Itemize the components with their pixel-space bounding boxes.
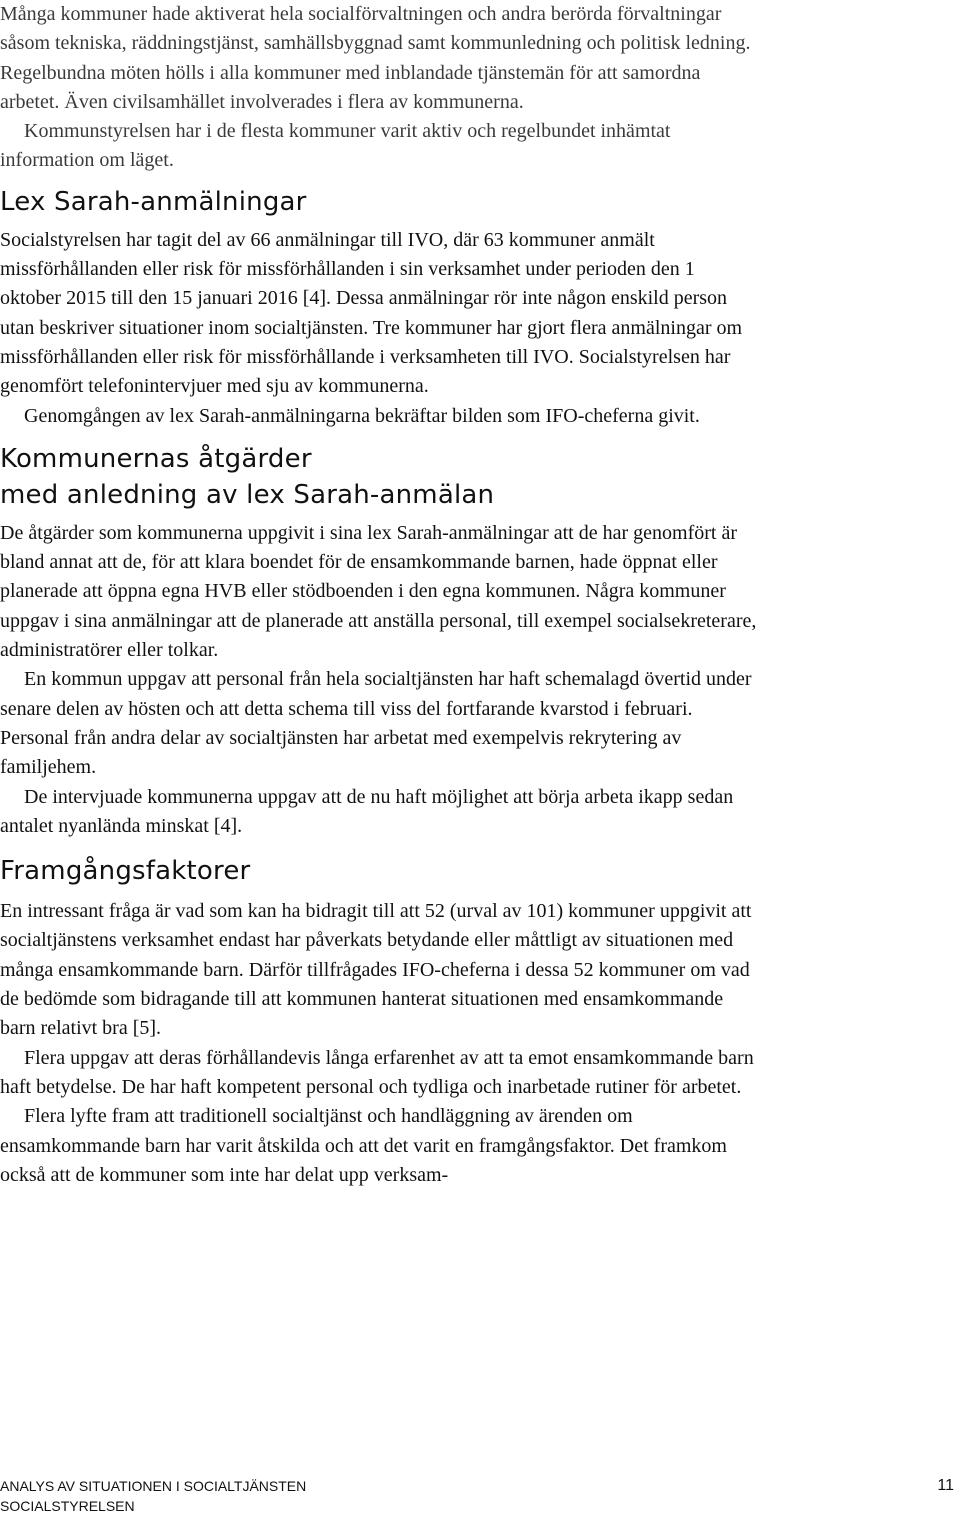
framgang-paragraph-2: Flera uppgav att deras förhållandevis långa erfarenhet av att ta emot ensamkommande barn haft betydelse. De har haft kompetent personal och tydliga och inarbetade rutiner för arbetet.	[0, 1046, 754, 1098]
footer-publisher: SOCIALSTYRELSEN	[0, 1498, 135, 1514]
intro-block	[0, 0, 760, 176]
heading-framgangsfaktorer: Framgångsfaktorer	[0, 856, 251, 887]
footer-report-title: ANALYS AV SITUATIONEN I SOCIALTJÄNSTEN	[0, 1478, 307, 1494]
heading-atgarder-line-2: med anledning av lex Sarah-anmälan	[0, 479, 495, 510]
heading-lex-sarah: Lex Sarah-anmälningar	[0, 186, 307, 217]
footer-labels	[0, 1476, 306, 1516]
page-number: 11	[937, 1477, 954, 1494]
heading-atgarder	[0, 441, 760, 513]
atgarder-paragraph-3: De intervjuade kommunerna uppgav att de nu haft möjlighet att börja arbeta ikapp sedan antalet nyanlända minskat [4].	[0, 785, 734, 837]
intro-paragraph-2: Kommunstyrelsen har i de flesta kommuner varit aktiv och regelbundet inhämtat information om läget.	[0, 120, 671, 172]
page-footer	[0, 1476, 960, 1516]
atgarder-paragraph-2: En kommun uppgav att personal från hela socialtjänsten har haft schemalagd övertid under senare delen av hösten och att detta schema till viss del fortfarande kvarstod i februari. Personal från andra delar av socialtjänsten har arbetat med exempelvis rekrytering av familjehem.	[0, 668, 752, 779]
lex-sarah-paragraph-1: Socialstyrelsen har tagit del av 66 anmälningar till IVO, där 63 kommuner anmält missförhållanden eller risk för missförhållanden i sin verksamhet under perioden den 1 oktober 2015 till den 15 januari 2016 [4]. Dessa anmälningar rör inte någon enskild person utan beskriver situationer inom socialtjänsten. Tre kommuner har gjort flera anmälningar om missförhållanden eller risk för missförhållande i verksamheten till IVO. Socialstyrelsen har genomfört telefonintervjuer med sju av kommunerna.	[0, 228, 743, 398]
atgarder-paragraph-1: De åtgärder som kommunerna uppgivit i sina lex Sarah-anmälningar att de har genomfört är bland annat att de, för att klara boendet för de ensamkommande barnen, hade öppnat eller planerade att öppna egna HVB eller stödboenden i den egna kommunen. Några kommuner uppgav i sina anmälningar att de planerade att anställa personal, till exempel socialsekreterare, administratörer eller tolkar.	[0, 521, 757, 662]
intro-paragraph-1: Många kommuner hade aktiverat hela socialförvaltningen och andra berörda förvaltningar såsom tekniska, räddningstjänst, samhällsbyggnad samt kommunledning och politisk ledning. Regelbundna möten hölls i alla kommuner med inblandade tjänstemän för att samordna arbetet. Även civilsamhället involverades i flera av kommunerna.	[0, 3, 751, 113]
framgang-paragraph-3: Flera lyfte fram att traditionell socialtjänst och handläggning av ärenden om ensamkommande barn har varit åtskilda och att det varit en framgångsfaktor. Det framkom också att de kommuner som inte har delat upp verksam-	[0, 1105, 727, 1186]
lex-sarah-paragraph-2: Genomgången av lex Sarah-anmälningarna bekräftar bilden som IFO-cheferna givit.	[24, 404, 700, 427]
heading-atgarder-line-1: Kommunernas åtgärder	[0, 443, 312, 474]
framgang-paragraph-1: En intressant fråga är vad som kan ha bidragit till att 52 (urval av 101) kommuner uppgivit att socialtjänstens verksamhet endast har påverkats betydande eller måttligt av situationen med många ensamkommande barn. Därför tillfrågades IFO-cheferna i dessa 52 kommuner om vad de bedömde som bidragande till att kommunen hanterat situationen med ensamkommande barn relativt bra [5].	[0, 900, 752, 1040]
